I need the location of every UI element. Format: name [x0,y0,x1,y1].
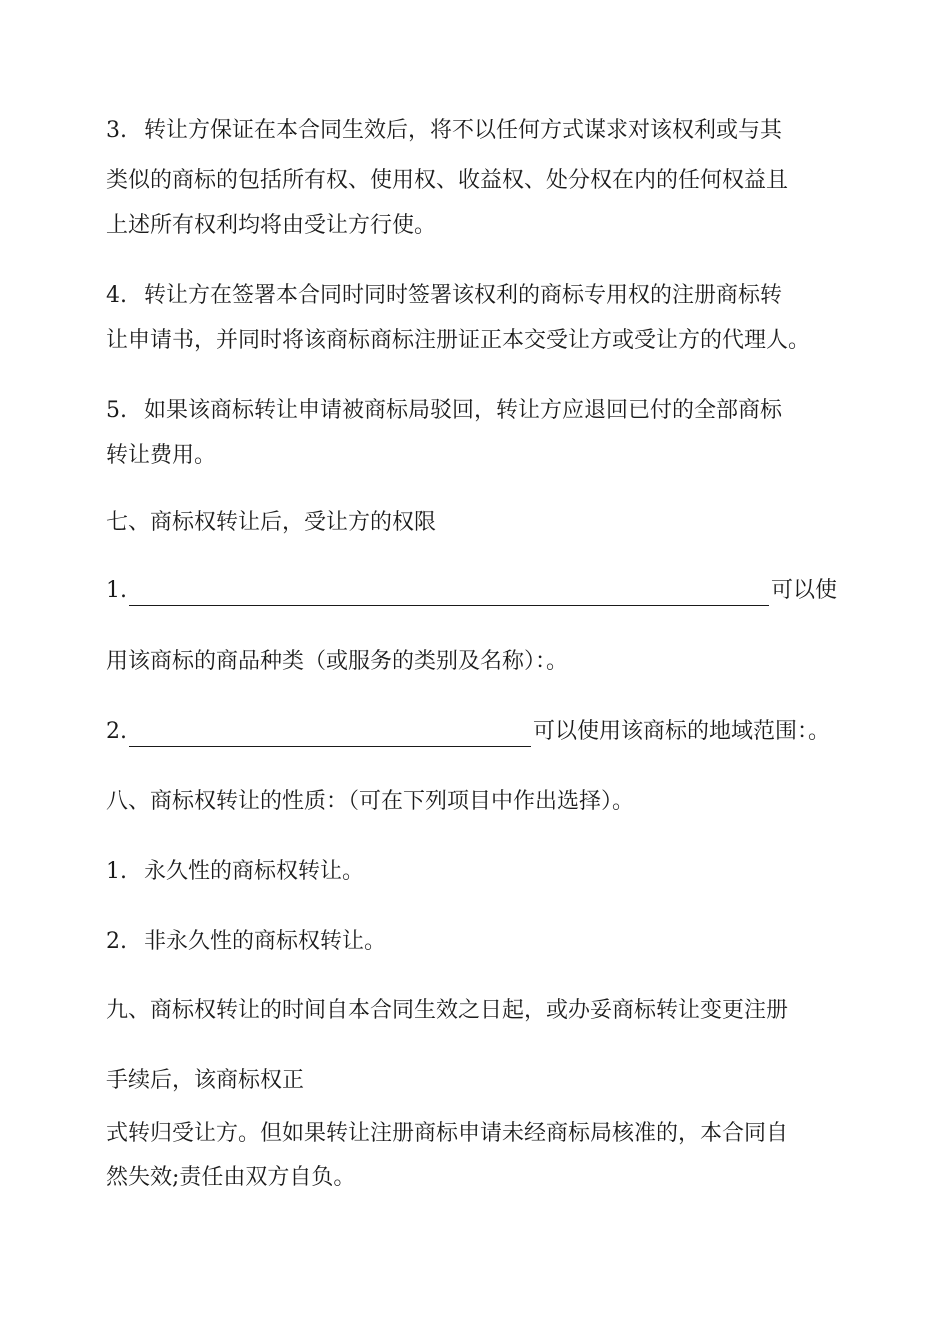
section-9-line-1: 九、商标权转让的时间自本合同生效之日起，或办妥商标转让变更注册 [106,998,789,1023]
clause-text: 转让方保证在本合同生效后，将不以任何方式谋求对该权利或与其 [144,118,783,143]
section-7-item-1-continued: 用该商标的商品种类（或服务的类别及名称）：。 [106,649,569,674]
section-8-heading: 八、商标权转让的性质：（可在下列项目中作出选择）。 [106,789,635,814]
section-8-option-2 [106,927,386,957]
clause-3-line-3: 上述所有权利均将由受让方行使。 [106,213,437,238]
section-9-line-3: 式转归受让方。但如果转让注册商标申请未经商标局核准的，本合同自 [106,1121,789,1146]
clause-4-line-1 [106,281,782,311]
clause-4-line-2: 让申请书，并同时将该商标商标注册证正本交受让方或受让方的代理人。 [106,328,811,353]
clause-number: 5. [106,398,127,423]
option-number: 1. [106,859,127,884]
section-9-line-2: 手续后，该商标权正 [106,1068,305,1093]
section-7-item-2 [106,717,830,747]
item-text: 可以使用该商标的地域范围：。 [533,719,831,744]
fill-in-blank-1[interactable] [129,581,769,606]
item-text: 可以使 [771,578,838,603]
section-8-option-1 [106,857,364,887]
clause-text: 如果该商标转让申请被商标局驳回，转让方应退回已付的全部商标 [144,398,783,423]
clause-number: 4. [106,283,127,308]
clause-3-line-2: 类似的商标的包括所有权、使用权、收益权、处分权在内的任何权益且 [106,168,789,193]
section-7-item-1 [106,576,837,606]
section-9-line-4: 然失效;责任由双方自负。 [106,1165,356,1190]
clause-3-line-1 [106,116,782,146]
item-number: 1. [106,578,127,603]
clause-text: 转让方在签署本合同时同时签署该权利的商标专用权的注册商标转 [144,283,783,308]
clause-5-line-2: 转让费用。 [106,443,217,468]
clause-number: 3. [106,118,127,143]
option-number: 2. [106,929,127,954]
clause-5-line-1 [106,396,782,426]
option-text: 非永久性的商标权转让。 [144,929,387,954]
option-text: 永久性的商标权转让。 [144,859,365,884]
fill-in-blank-2[interactable] [129,722,531,747]
section-7-heading: 七、商标权转让后，受让方的权限 [106,510,437,535]
item-number: 2. [106,719,127,744]
